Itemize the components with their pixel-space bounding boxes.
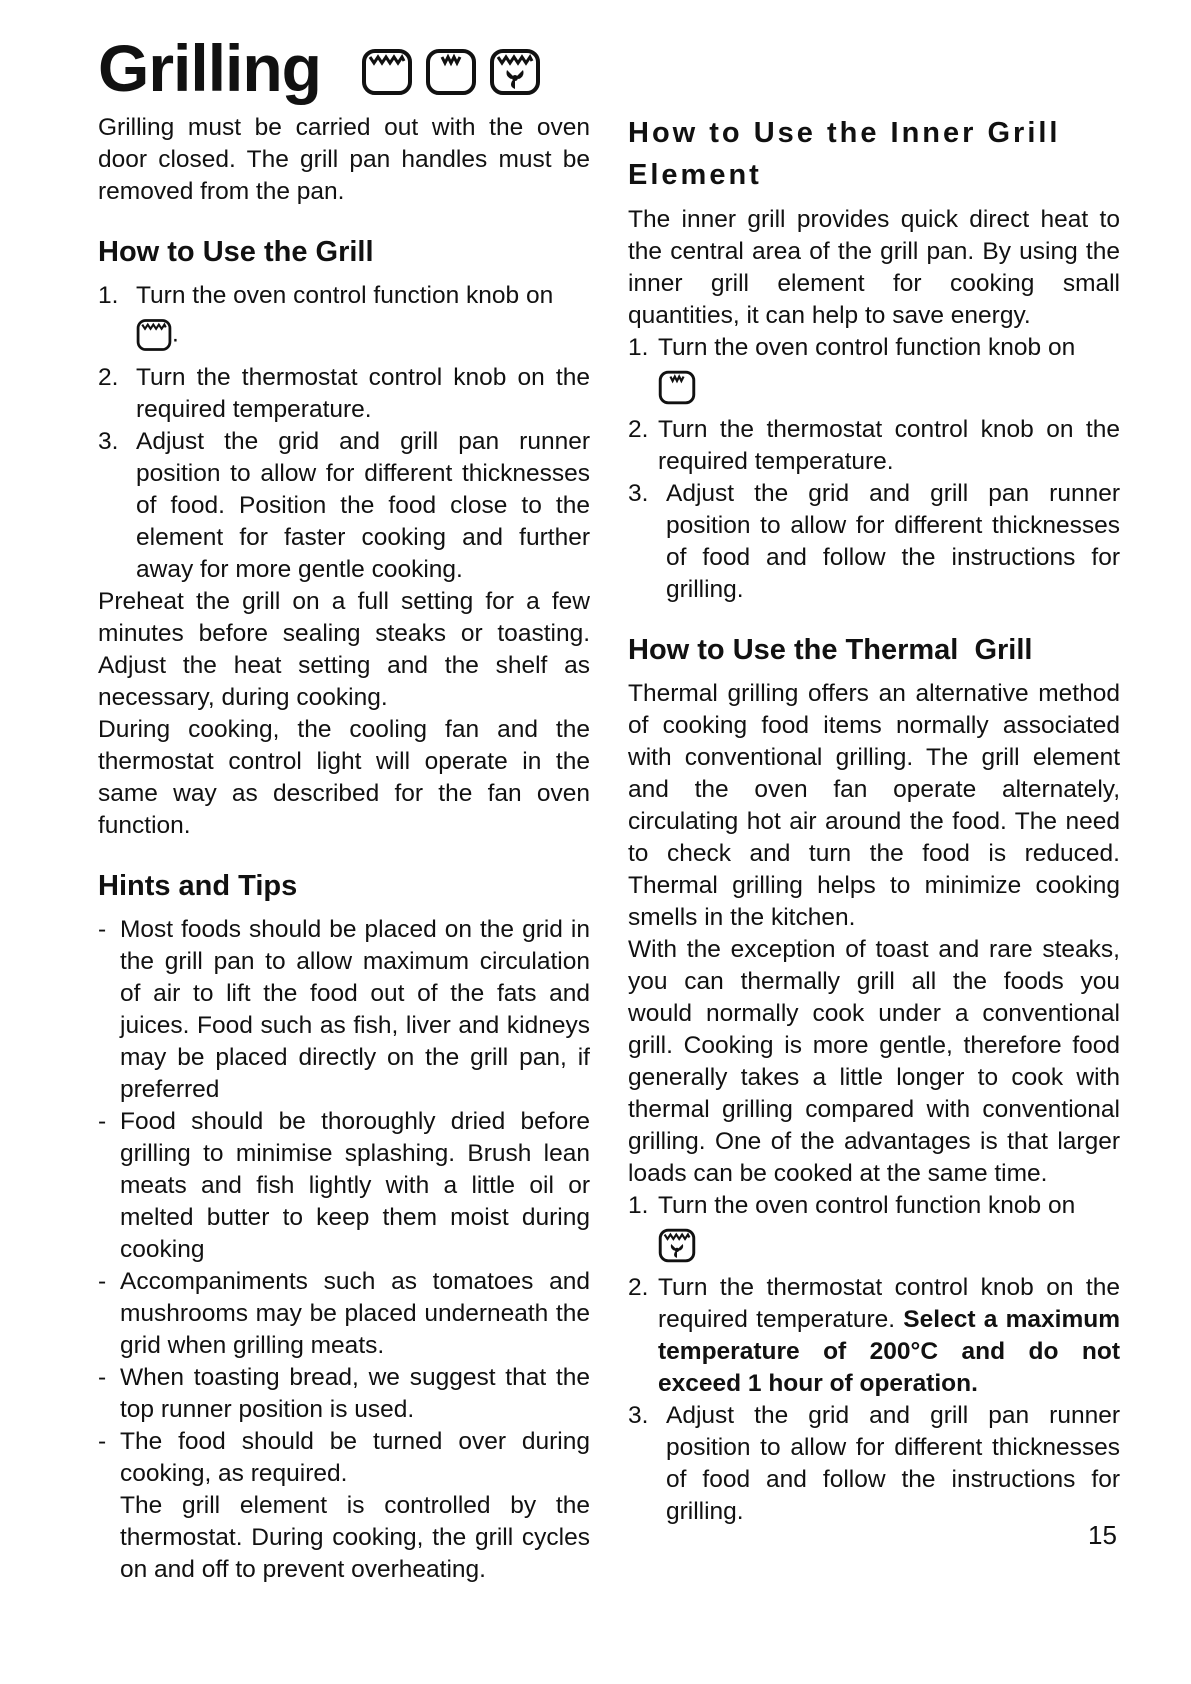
dash: - <box>98 1108 107 1135</box>
step-suffix: . <box>172 320 179 348</box>
page-title: Grilling <box>98 31 321 105</box>
hint-text: When toasting bread, we suggest that the top runner position is used. <box>120 1364 590 1423</box>
step-icon-line <box>658 364 1120 414</box>
step-number: 3. <box>628 1402 649 1429</box>
inner-grill-heading: How to Use the Inner Grill Element <box>628 117 1061 191</box>
hint-item <box>98 914 590 1106</box>
step-text-content: Turn the oven control function knob on <box>658 1192 1076 1219</box>
step-text: Adjust the grid and grill pan runner position to allow for different thicknesses of food and follow the instructions for grilling. <box>666 1402 1120 1525</box>
step-text <box>658 1272 1120 1400</box>
grill-icon <box>136 318 172 352</box>
during-cooking-paragraph: During cooking, the cooling fan and the thermostat control light will operate in the same way as described for the fan oven function. <box>98 716 590 839</box>
grill-steps <box>98 280 590 586</box>
hint-item <box>98 1106 590 1266</box>
step-number: 3. <box>628 480 649 507</box>
right-column <box>628 112 1120 1528</box>
step-number: 1. <box>628 1192 649 1219</box>
step-text: Turn the thermostat control knob on the required temperature. <box>658 416 1120 475</box>
thermal-step-1 <box>628 1190 1120 1272</box>
dash: - <box>98 1364 107 1391</box>
step-text <box>136 280 590 362</box>
step-number: 1. <box>98 282 119 309</box>
grill-step-1 <box>98 280 590 362</box>
thermal-grill-heading: How to Use the Thermal Grill <box>628 634 1033 666</box>
step-number: 2. <box>628 416 649 443</box>
hint-text: Accompaniments such as tomatoes and mushrooms may be placed underneath the grid when grilling meats. <box>120 1268 590 1359</box>
thermal-paragraph-2: With the exception of toast and rare steaks, you can thermally grill all the foods you would normally cook under a conventional grill. Cooking is more gentle, therefore food generally takes a little longer to cook with thermal grilling compared with conventional grilling. One of the advantages is that larger loads can be cooked at the same time. <box>628 936 1120 1187</box>
grill-step-3 <box>98 426 590 586</box>
hint-text: The food should be turned over during cooking, as required. <box>120 1428 590 1487</box>
inner-step-2 <box>628 414 1120 478</box>
inner-grill-intro: The inner grill provides quick direct heat to the central area of the grill pan. By using the inner grill element for cooking small quantities, it can help to save energy. <box>628 206 1120 329</box>
grill-step-2 <box>98 362 590 426</box>
step-number: 2. <box>98 364 119 391</box>
dash: - <box>98 1268 107 1295</box>
hint-item <box>98 1362 590 1426</box>
thermal-grill-steps <box>628 1190 1120 1528</box>
inner-step-3 <box>628 478 1120 606</box>
step-number: 1. <box>628 334 649 361</box>
hint-text: Most foods should be placed on the grid in the grill pan to allow maximum circulation of air to lift the food out of the fats and juices. Food such as fish, liver and kidneys may be placed directly on the grill pan, if preferred <box>120 916 590 1103</box>
step-text-content: Turn the thermostat control knob on the required temperature. <box>658 1274 1120 1333</box>
thermal-grill-icon <box>489 48 541 96</box>
title-icons <box>361 48 541 96</box>
page-number: 15 <box>1088 1520 1117 1550</box>
step-text: Adjust the grid and grill pan runner position to allow for different thicknesses of food. Position the food close to the element for faster cooking and further away for more gentle cooking. <box>136 428 590 583</box>
thermal-paragraph-1: Thermal grilling offers an alternative method of cooking food items normally associated with conventional grilling. The grill element and the oven fan operate alternately, circulating hot air around the food. The need to check and turn the food is reduced. Thermal grilling helps to minimize cooking smells in the kitchen. <box>628 680 1120 931</box>
preheat-paragraph: Preheat the grill on a full setting for a few minutes before sealing steaks or toasting. Adjust the heat setting and the shelf as necessary, during cooking. <box>98 588 590 711</box>
left-column <box>98 112 590 1586</box>
inner-grill-icon <box>425 48 477 96</box>
step-number: 2. <box>628 1274 649 1301</box>
inner-grill-icon <box>658 370 696 405</box>
dash: - <box>98 916 107 943</box>
grill-heading: How to Use the Grill <box>98 236 374 268</box>
step-text <box>658 332 1120 414</box>
intro-paragraph: Grilling must be carried out with the oven door closed. The grill pan handles must be removed from the pan. <box>98 114 590 205</box>
step-text: Adjust the grid and grill pan runner position to allow for different thicknesses of food and follow the instructions for grilling. <box>666 480 1120 603</box>
hint-item <box>98 1266 590 1362</box>
thermal-step-2 <box>628 1272 1120 1400</box>
grill-icon <box>361 48 413 96</box>
dash: - <box>98 1428 107 1455</box>
step-text-content: Turn the oven control function knob on <box>136 282 554 309</box>
step-text: Turn the thermostat control knob on the required temperature. <box>136 364 590 423</box>
hints-heading: Hints and Tips <box>98 870 298 902</box>
hints-list <box>98 914 590 1490</box>
thermal-step-3 <box>628 1400 1120 1528</box>
inner-grill-steps <box>628 332 1120 606</box>
step-warning: Select a maximum temperature of 200°C and do not exceed 1 hour of operation. <box>658 1306 1120 1397</box>
step-icon-line <box>658 1222 1120 1272</box>
step-text <box>658 1190 1120 1272</box>
inner-step-1 <box>628 332 1120 414</box>
title-row <box>98 30 541 106</box>
hint-item <box>98 1426 590 1490</box>
hints-note: The grill element is controlled by the thermostat. During cooking, the grill cycles on and off to prevent overheating. <box>120 1492 590 1583</box>
step-text-content: Turn the oven control function knob on <box>658 334 1076 361</box>
thermal-grill-icon <box>658 1228 696 1263</box>
step-icon-line <box>136 312 590 362</box>
step-number: 3. <box>98 428 119 455</box>
hint-text: Food should be thoroughly dried before grilling to minimise splashing. Brush lean meats and fish lightly with a little oil or melted butter to keep them moist during cooking <box>120 1108 590 1263</box>
